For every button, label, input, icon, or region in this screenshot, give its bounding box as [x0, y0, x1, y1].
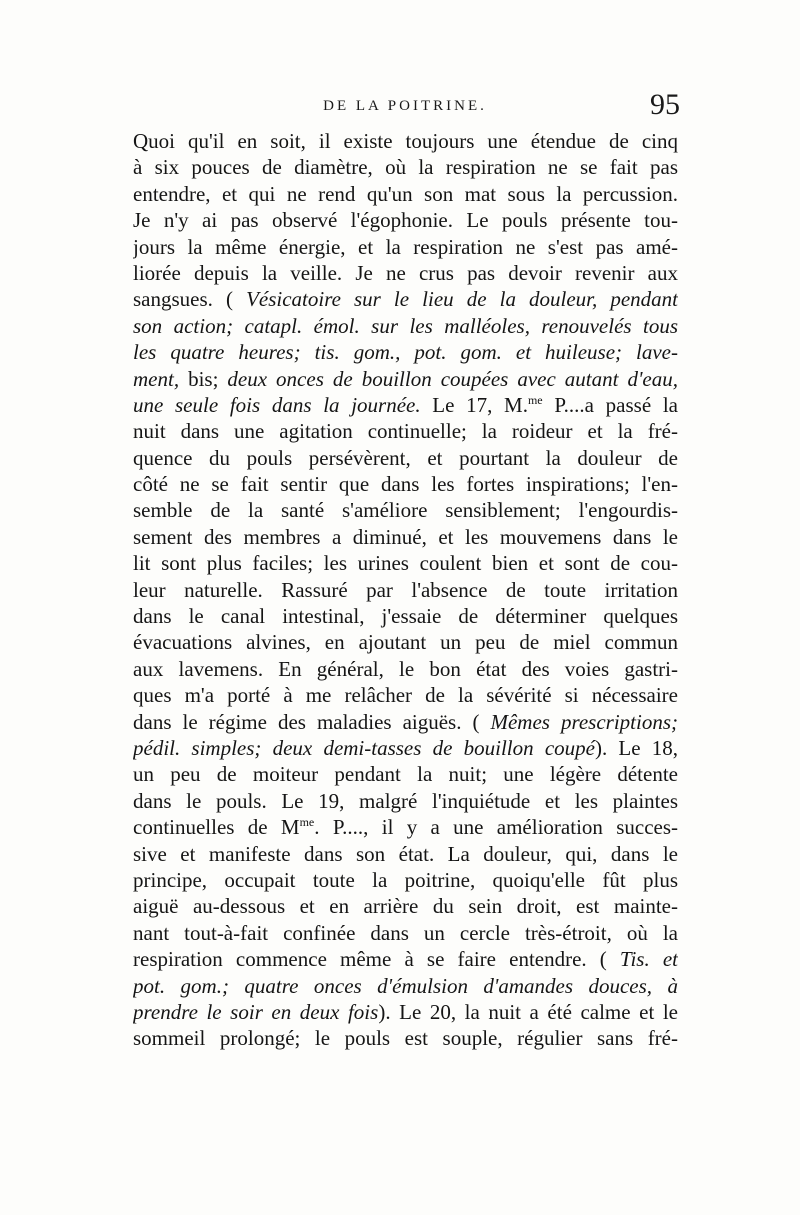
text-segment: respiration commence même à se faire entendre. ( — [133, 947, 620, 972]
italic-segment: ment, — [133, 366, 180, 391]
italic-segment: pédil. simples; deux demi-tasses de bouillon coupé — [133, 735, 595, 760]
text-segment: jours la même énergie, et la respiration ne s'est pas amé- — [133, 234, 678, 259]
text-line — [133, 260, 678, 286]
text-segment: ). Le 18, — [594, 735, 678, 760]
text-segment: côté ne se fait sentir que dans les fortes inspirations; l'en- — [133, 472, 678, 497]
text-line — [133, 629, 678, 655]
text-segment: nant tout-à-fait confinée dans un cercle très-étroit, où la — [133, 920, 678, 945]
text-segment: sommeil prolongé; le pouls est souple, régulier sans fré- — [133, 1026, 678, 1051]
text-line — [133, 154, 678, 180]
superscript-segment: me — [527, 392, 543, 407]
text-segment: leur naturelle. Rassuré par l'absence de toute irritation — [133, 577, 678, 602]
text-segment: quence du pouls persévèrent, et pourtant la douleur de — [133, 445, 678, 470]
text-segment: sangsues. ( — [133, 287, 247, 312]
text-line — [133, 550, 678, 576]
text-line — [133, 656, 678, 682]
text-line — [133, 313, 678, 339]
text-line — [133, 603, 678, 629]
text-segment: entendre, et qui ne rend qu'un son mat sous la percussion. — [133, 181, 678, 206]
text-segment: aux lavemens. En général, le bon état des voies gastri- — [133, 656, 678, 681]
italic-segment: son action; catapl. émol. sur les malléoles, renouvelés tous — [133, 313, 678, 338]
text-segment: dans le régime des maladies aiguës. ( — [133, 709, 491, 734]
text-segment: sement des membres a diminué, et les mouvemens dans le — [133, 524, 678, 549]
italic-segment: pot. gom.; quatre onces d'émulsion d'amandes douces, à — [133, 973, 678, 998]
running-title: DE LA POITRINE. — [323, 98, 487, 114]
text-line — [133, 814, 678, 840]
text-line — [133, 181, 678, 207]
text-segment: lit sont plus faciles; les urines coulent bien et sont de cou- — [133, 551, 678, 576]
text-line — [133, 497, 678, 523]
text-segment: Je n'y ai pas observé l'égophonie. Le pouls présente tou- — [133, 208, 678, 233]
text-segment: ). Le 20, la nuit a été calme et le — [378, 999, 678, 1024]
text-line — [133, 524, 678, 550]
italic-segment: Mêmes prescriptions; — [490, 709, 678, 734]
text-line — [133, 392, 678, 418]
text-line — [133, 973, 678, 999]
body-text — [133, 128, 678, 1052]
text-line — [133, 366, 678, 392]
text-segment: bis; — [179, 366, 228, 391]
text-segment: P....a passé la — [542, 392, 678, 417]
text-segment: sive et manifeste dans son état. La douleur, qui, dans le — [133, 841, 678, 866]
text-line — [133, 286, 678, 312]
italic-segment: deux onces de bouillon coupées avec autant d'eau, — [227, 366, 678, 391]
italic-segment: Vésicatoire sur le lieu de la douleur, pendant — [246, 287, 678, 312]
text-line — [133, 339, 678, 365]
text-line — [133, 946, 678, 972]
text-line — [133, 1025, 678, 1051]
italic-segment: les quatre heures; tis. gom., pot. gom. et huileuse; lave- — [133, 340, 678, 365]
text-line — [133, 577, 678, 603]
text-line — [133, 735, 678, 761]
text-line — [133, 445, 678, 471]
text-line — [133, 709, 678, 735]
text-segment: à six pouces de diamètre, où la respiration ne se fait pas — [133, 155, 678, 180]
text-line — [133, 999, 678, 1025]
text-segment: Quoi qu'il en soit, il existe toujours une étendue de cinq — [133, 129, 678, 153]
text-segment: dans le pouls. Le 19, malgré l'inquiétude et les plaintes — [133, 788, 678, 813]
text-segment: dans le canal intestinal, j'essaie de déterminer quelques — [133, 604, 678, 629]
italic-segment: Tis. et — [619, 947, 678, 972]
text-segment: Le 17, M. — [420, 392, 528, 417]
text-segment: un peu de moiteur pendant la nuit; une légère détente — [133, 762, 678, 787]
text-line — [133, 471, 678, 497]
text-segment: principe, occupait toute la poitrine, quoiqu'elle fût plus — [133, 867, 678, 892]
text-line — [133, 761, 678, 787]
text-line — [133, 418, 678, 444]
page-number: 95 — [650, 88, 680, 121]
superscript-segment: me — [299, 815, 315, 830]
text-segment: continuelles de M — [133, 815, 300, 840]
text-segment: liorée depuis la veille. Je ne crus pas devoir revenir aux — [133, 260, 678, 285]
text-segment: ques m'a porté à me relâcher de la sévérité si nécessaire — [133, 683, 678, 708]
italic-segment: prendre le soir en deux fois — [133, 999, 379, 1024]
text-segment: nuit dans une agitation continuelle; la roideur et la fré- — [133, 419, 678, 444]
text-segment: . P...., il y a une amélioration succes- — [314, 815, 678, 840]
text-line — [133, 128, 678, 154]
running-head — [130, 88, 680, 128]
text-line — [133, 867, 678, 893]
text-line — [133, 788, 678, 814]
text-line — [133, 234, 678, 260]
text-segment: évacuations alvines, en ajoutant un peu de miel commun — [133, 630, 678, 655]
text-line — [133, 841, 678, 867]
text-line — [133, 207, 678, 233]
text-line — [133, 920, 678, 946]
text-segment: semble de la santé s'améliore sensiblement; l'engourdis- — [133, 498, 678, 523]
text-segment: aiguë au-dessous et en arrière du sein droit, est mainte- — [133, 894, 678, 919]
italic-segment: une seule fois dans la journée. — [133, 392, 421, 417]
text-line — [133, 682, 678, 708]
text-line — [133, 893, 678, 919]
